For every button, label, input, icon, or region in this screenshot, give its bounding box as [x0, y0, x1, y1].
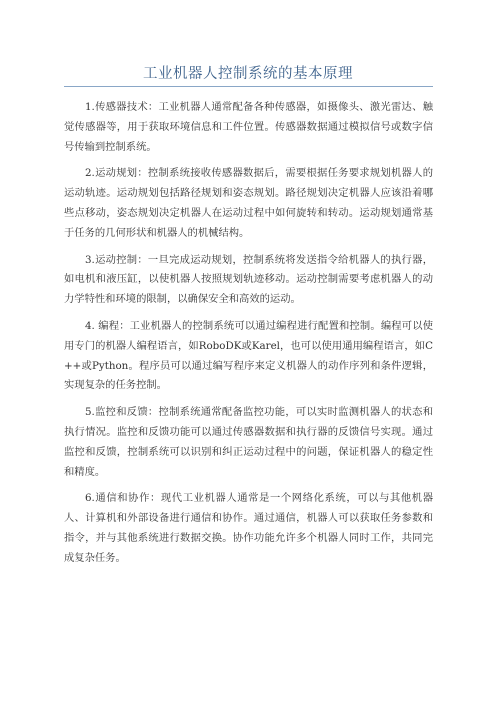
title-underline — [64, 86, 433, 87]
document-body — [64, 98, 433, 576]
paragraph-programming: 4. 编程：工业机器人的控制系统可以通过编程进行配置和控制。编程可以使用专门的机器人编程语言，如RoboDK或Karel，也可以使用通用编程语言，如C ++或Python。程序员可以通过编写程序来定义机器人的动作序列和条件逻辑，实现复杂的任务控制。 — [64, 319, 433, 392]
document-title: 工业机器人控制系统的基本原理 — [143, 66, 353, 82]
paragraph-monitoring-feedback: 5.监控和反馈：控制系统通常配备监控功能，可以实时监测机器人的状态和执行情况。监控和反馈功能可以通过传感器数据和执行器的反馈信号实现。通过监控和反馈，控制系统可以识别和纠正运动过程中的问题，保证机器人的稳定性和精度。 — [64, 406, 433, 478]
paragraph-communication-collaboration: 6.通信和协作：现代工业机器人通常是一个网络化系统，可以与其他机器人、计算机和外部设备进行通信和协作。通过通信，机器人可以获取任务参数和指令，并与其他系统进行数据交换。协作功能允许多个机器人同时工作，共同完成复杂任务。 — [64, 492, 433, 564]
paragraph-motion-control: 3.运动控制：一旦完成运动规划，控制系统将发送指令给机器人的执行器，如电机和液压缸，以使机器人按照规划轨迹移动。运动控制需要考虑机器人的动力学特性和环境的限制，以确保安全和高效的运动。 — [64, 253, 433, 306]
paragraph-motion-planning: 2.运动规划：控制系统接收传感器数据后，需要根据任务要求规划机器人的运动轨迹。运动规划包括路径规划和姿态规划。路径规划决定机器人应该沿着哪些点移动，姿态规划决定机器人在运动过程中如何旋转和转动。运动规划通常基于任务的几何形状和机器人的机械结构。 — [64, 167, 433, 239]
paragraph-sensor-technology: 1.传感器技术：工业机器人通常配备各种传感器，如摄像头、激光雷达、触觉传感器等，用于获取环境信息和工件位置。传感器数据通过模拟信号或数字信号传输到控制系统。 — [64, 101, 433, 153]
